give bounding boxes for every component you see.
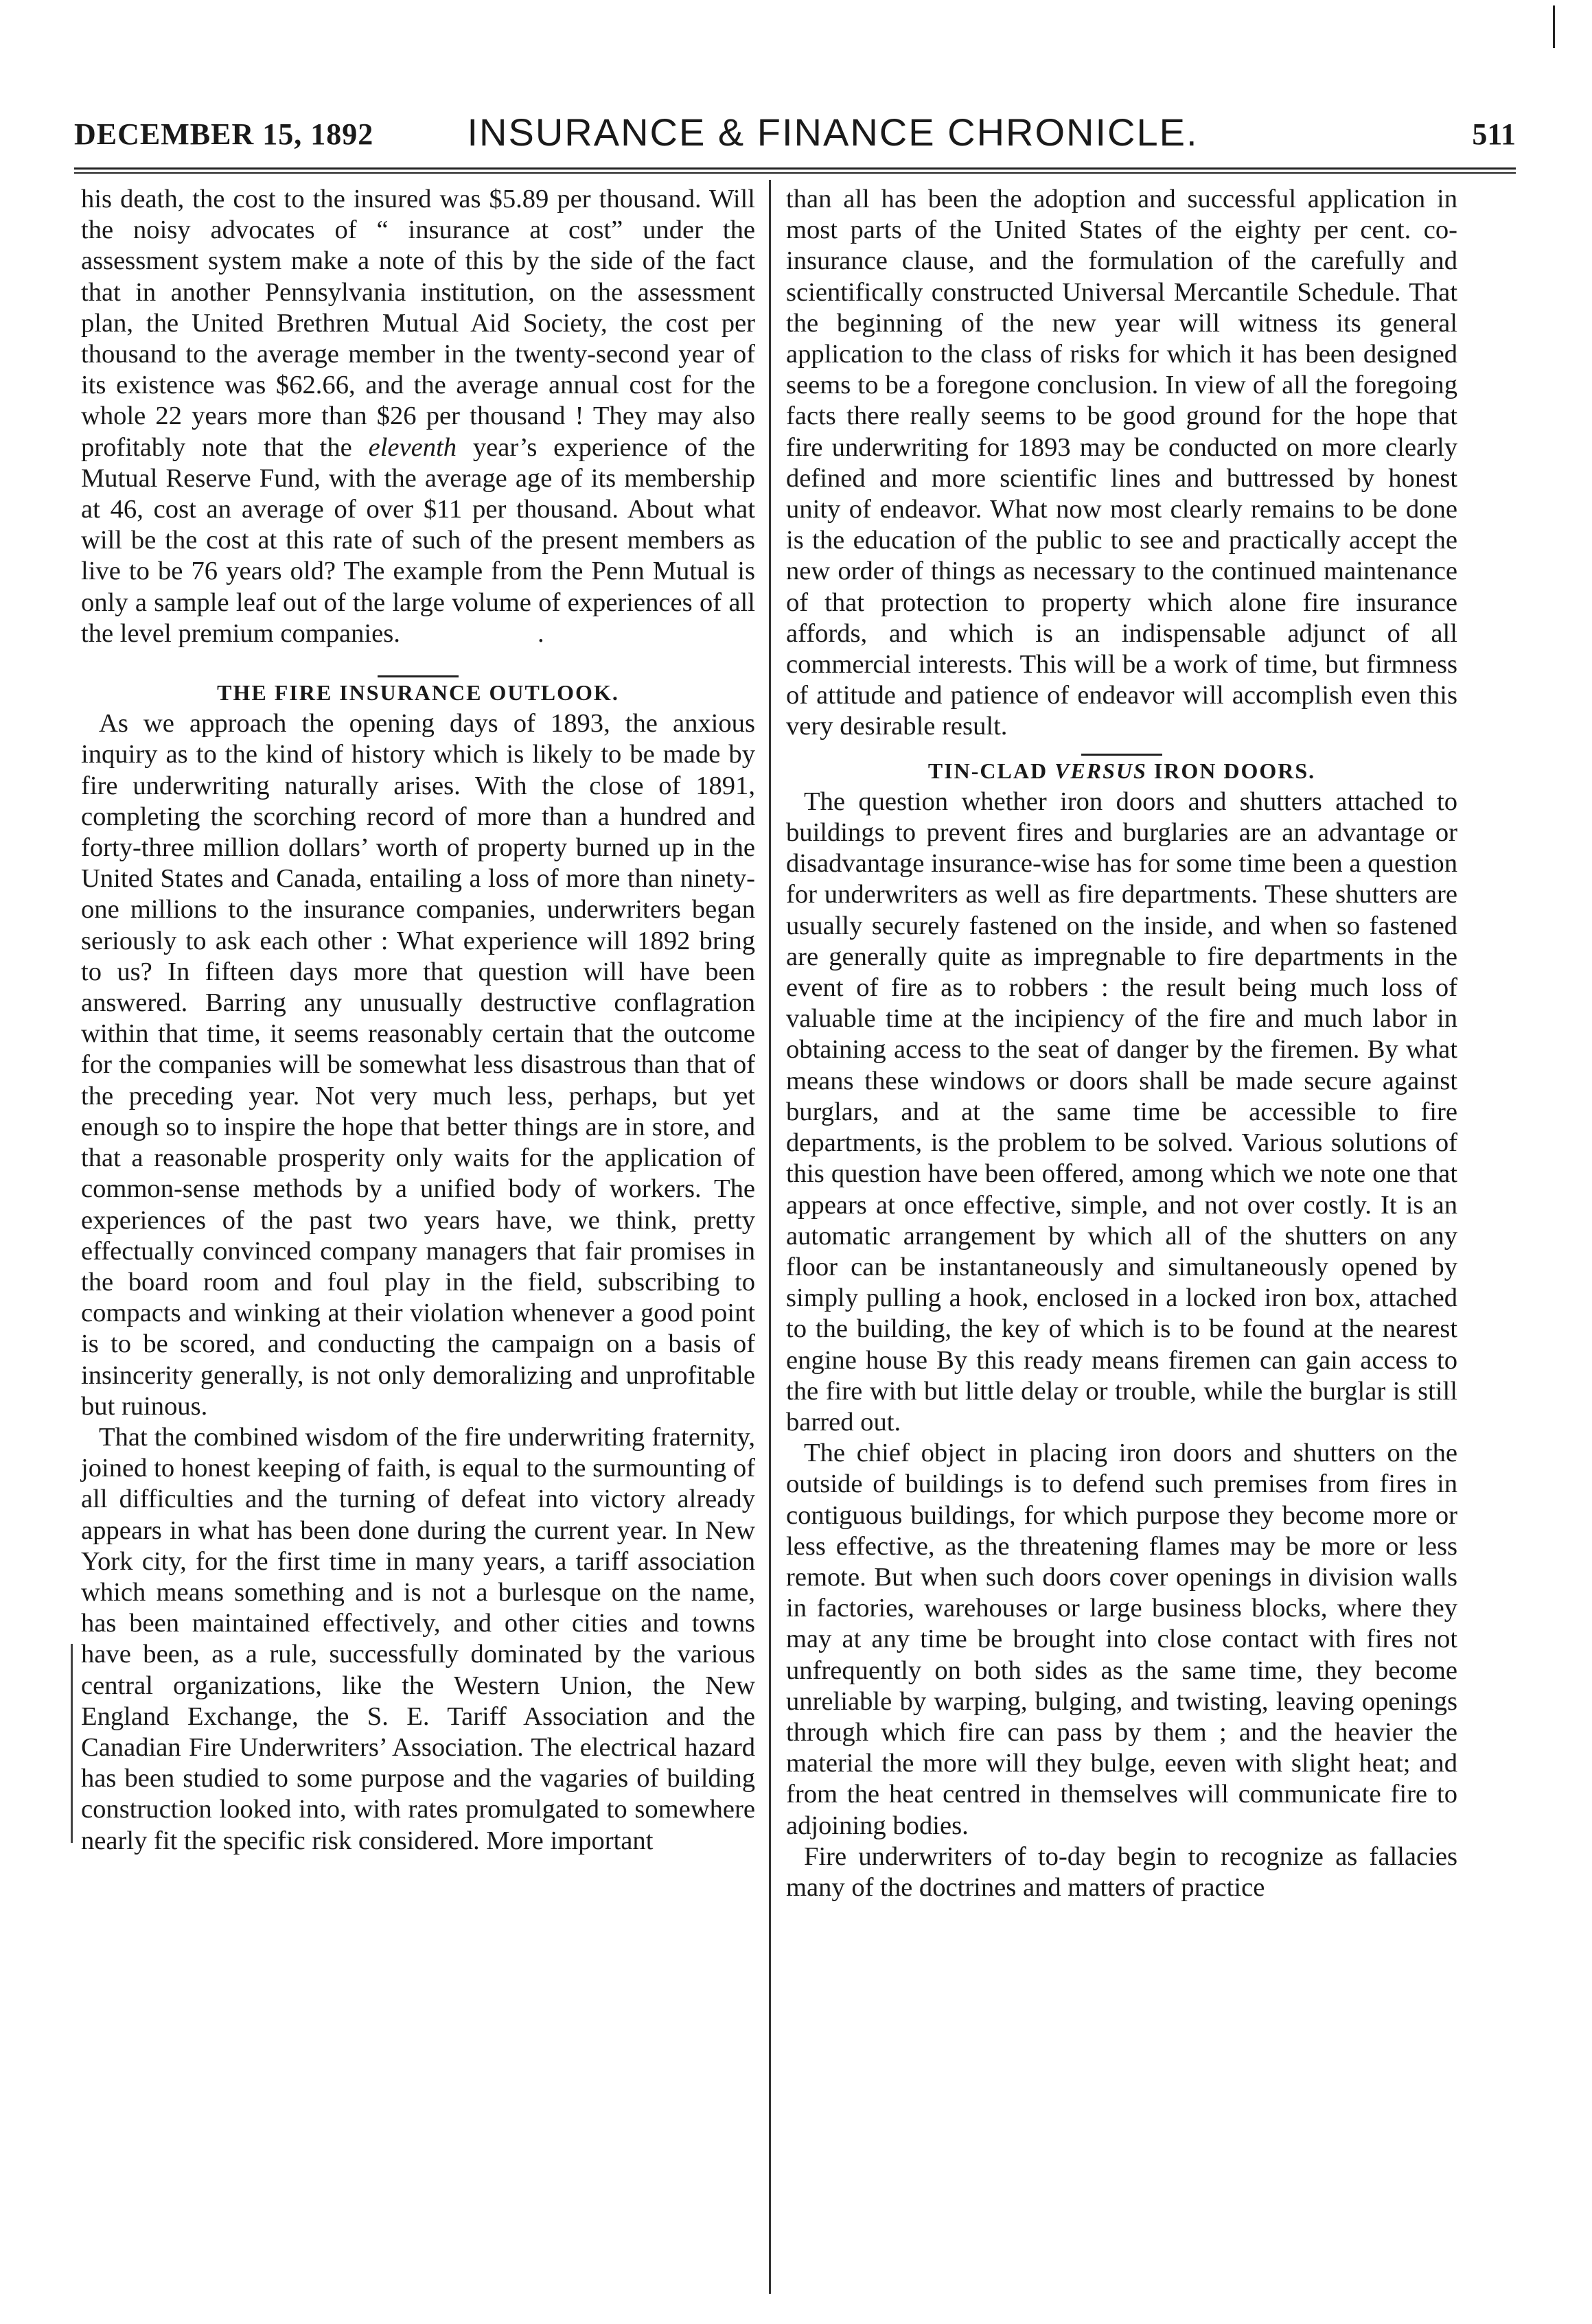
article-paragraph: The question whether iron doors and shutters attached to buildings to prevent fires and burglaries are an advantage or disadvantage insurance-wise has for some time been a question for underwriters as well as fire departments. These shutters are usually securely fastened on the inside, and when so fastened are generally quite as impregnable to fire departments in the event of fire as to robbers : the result being much loss of valuable time at the incipiency of the fire and much labor in obtaining access to the seat of danger by the firemen. By what means these windows or doors shall be made secure against burglars, and at the same time be accessible to fire departments, is the problem to be solved. Various solutions of this question have been offered, among which we note one that appears at once effective, simple, and not over costly. It is an automatic arrangement by which all of the shutters on any floor can be instantaneously and simultaneously opened by simply pulling a hook, enclosed in a locked iron box, attached to the building, the key of which is to be found at the nearest engine house By this ready means firemen can gain access to the fire with but little delay or trouble, while the burglar is still barred out. xyxy=(786,787,1457,1437)
header-rule-bottom xyxy=(74,172,1516,174)
continued-paragraph: than all has been the adoption and successful application in most parts of the United States of the eighty per cent. co-insurance clause, and the formulation of the carefully and scientifically constructed Universal Mercantile Schedule. That the beginning of the new year will witness its general application to the class of risks for which it has been designed seems to be a foregone conclusion. In view of all the foregoing facts there really seems to be good ground for the hope that fire underwriting for 1893 may be conducted on more clearly defined and more scientific lines and buttressed by honest unity of endeavor. What now most clearly remains to be done is the education of the public to see and practically accept the new order of things as necessary to the continued maintenance of that protection to property which alone fire insurance affords, and which is an indispensable adjunct of all commercial interests. This will be a work of time, but firmness of attitude and patience of endeavor will accomplish even this very desirable result. xyxy=(786,185,1457,741)
article-paragraph: That the combined wisdom of the fire underwriting fraternity, joined to honest keeping of faith, is equal to the surmounting of all difficulties and the turning of defeat into victory already appears in what has been done during the current year. In New York city, for the first time in many years, a tariff association which means something and is not a burlesque on the name, has been maintained effectively, and other cities and towns have been, as a rule, successfully dominated by the various central organizations, like the Western Union, the New England Exchange, the S. E. Tariff Association and the Canadian Fire Underwriters’ Association. The electrical hazard has been studied to some purpose and the vagaries of building construction looked into, with rates promulgated to somewhere nearly fit the specific risk considered. More important xyxy=(81,1422,755,1855)
emphasis-eleventh: eleventh xyxy=(368,432,457,462)
header-date: DECEMBER 15, 1892 xyxy=(74,117,374,151)
article-heading-tin-clad: TIN-CLAD VERSUS IRON DOORS. xyxy=(927,758,1316,783)
header-rule-top xyxy=(74,167,1516,170)
margin-mark xyxy=(1553,5,1555,48)
article-paragraph: As we approach the opening days of 1893, the anxious inquiry as to the kind of history which is likely to be made by fire underwriting naturally arises. With the close of 1891, completing the scorching record of more than a hundred and forty-three million dollars’ worth of property burned up in the United States and Canada, entailing a loss of more than ninety-one millions to the insurance companies, underwriters began seriously to ask each other : What experience will 1892 bring to us? In fifteen days more that question will have been answered. Barring any unusually destructive conflagration within that time, it seems reasonably certain that the outcome for the companies will be somewhat less disastrous than that of the preceding year. Not very much less, perhaps, but yet enough so to inspire the hope that better things are in store, and that a reasonable prosperity only waits for the application of common-sense methods by a unified body of workers. The experiences of the past two years have, we think, pretty effectually convinced company managers that fair promises in the board room and foul play in the field, subscribing to compacts and winking at their violation whenever a good point is to be scored, and conducting the campaign on a basis of insincerity generally, is not only demoralizing and unprofitable but ruinous. xyxy=(81,709,755,1421)
running-header xyxy=(74,110,1516,158)
stray-dot: . xyxy=(537,618,544,648)
article-paragraph: Fire underwriters of to-day begin to recognize as fallacies many of the doctrines and matters of practice xyxy=(786,1841,1457,1902)
left-column xyxy=(81,184,755,2298)
page-number: 511 xyxy=(1472,117,1516,151)
column-divider xyxy=(769,180,771,2294)
right-column xyxy=(786,184,1457,2298)
publication-title: INSURANCE & FINANCE CHRONICLE. xyxy=(467,111,1199,154)
margin-mark-left xyxy=(71,1644,73,1843)
continued-paragraph: his death, the cost to the insured was $5.89 per thousand. Will the noisy advocates of “ insurance at cost” under the assessment system make a note of this by the side of the fact that in another Pennsylvania institution, on the assessment plan, the United Brethren Mutual Aid Society, the cost per thousand to the average member in the twenty-second year of its existence was $62.66, and the average annual cost for the whole 22 years more than $26 per thousand ! They may also profitably note that the eleventh year’s experience of the Mutual Reserve Fund, with the average age of its membership at 46, cost an average of over $11 per thousand. About what will be the cost at this rate of such of the present members as live to be 76 years old? The example from the Penn Mutual is only a sample leaf out of the large volume of experiences of all the level premium companies. . xyxy=(81,184,755,649)
article-paragraph: The chief object in placing iron doors and shutters on the outside of buildings is to defend such premises from fires in contiguous buildings, for which purpose they become more or less effective, as the threatening flames may be more or less remote. But when such doors cover openings in division walls in factories, warehouses or large business blocks, where they may at any time be brought into close contact with fires not unfrequently on both sides as the same time, they become unreliable by warping, bulging, and twisting, leaving openings through which fire can pass by them ; and the heavier the material the more will they bulge, eeven with slight heat; and from the heat centred in themselves will communicate fire to adjoining bodies. xyxy=(786,1439,1457,1840)
article-heading-fire-outlook: THE FIRE INSURANCE OUTLOOK. xyxy=(217,680,619,706)
